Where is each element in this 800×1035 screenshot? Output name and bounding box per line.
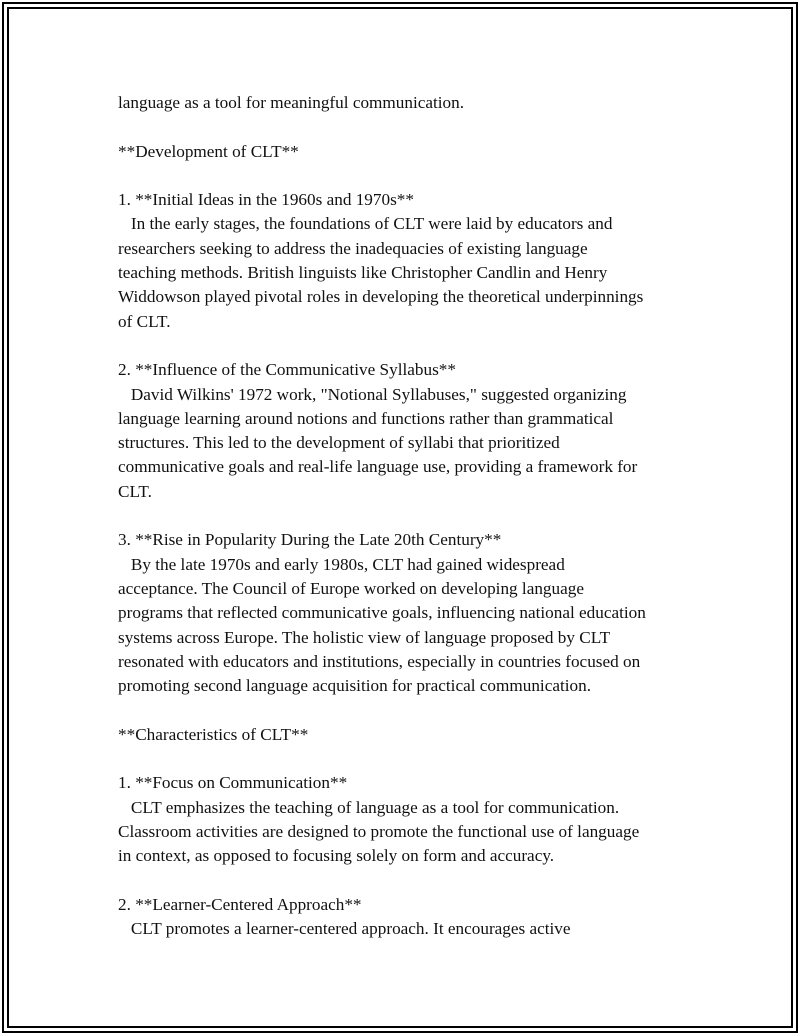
text-line: structures. This led to the development of syllabi that prioritized: [118, 433, 560, 453]
text-line: language as a tool for meaningful communication.: [118, 93, 465, 112]
text-line: language learning around notions and functions rather than grammatical: [118, 408, 614, 428]
text-line: in context, as opposed to focusing solely on form and accuracy.: [118, 846, 555, 866]
text-line: researchers seeking to address the inadequacies of existing language: [118, 238, 588, 258]
blank-line: [118, 698, 718, 722]
blank-line: [118, 334, 718, 358]
list-item-heading: 3. **Rise in Popularity During the Late 20th Century**: [118, 530, 502, 550]
list-item-heading: 1. **Initial Ideas in the 1960s and 1970s**: [118, 190, 414, 210]
text-line: acceptance. The Council of Europe worked on developing language: [118, 578, 584, 598]
list-item-heading: 2. **Learner-Centered Approach**: [118, 894, 362, 914]
text-line: Widdowson played pivotal roles in developing the theoretical underpinnings: [118, 287, 644, 307]
text-line: CLT.: [118, 481, 152, 501]
document-body: [118, 91, 718, 941]
list-item-heading: 1. **Focus on Communication**: [118, 773, 348, 793]
blank-line: [118, 869, 718, 893]
blank-line: [118, 164, 718, 188]
text-line: CLT promotes a learner-centered approach. It encourages active: [118, 919, 571, 939]
text-line: By the late 1970s and early 1980s, CLT had gained widespread: [118, 554, 565, 574]
list-item-heading: 2. **Influence of the Communicative Syllabus**: [118, 360, 456, 380]
text-line: programs that reflected communicative goals, influencing national education: [118, 603, 646, 623]
text-line: communicative goals and real-life language use, providing a framework for: [118, 457, 638, 477]
blank-line: [118, 115, 718, 139]
text-line: In the early stages, the foundations of CLT were laid by educators and: [118, 214, 613, 234]
text-line: promoting second language acquisition for practical communication.: [118, 676, 591, 696]
blank-line: [118, 504, 718, 528]
section-heading-characteristics: **Characteristics of CLT**: [118, 724, 309, 744]
text-line: CLT emphasizes the teaching of language as a tool for communication.: [118, 797, 620, 817]
text-line: David Wilkins' 1972 work, "Notional Syllabuses," suggested organizing: [118, 384, 627, 404]
blank-line: [118, 747, 718, 771]
text-line: Classroom activities are designed to promote the functional use of language: [118, 821, 640, 841]
text-line: resonated with educators and institutions, especially in countries focused on: [118, 651, 641, 671]
text-line: of CLT.: [118, 311, 171, 331]
text-line: teaching methods. British linguists like Christopher Candlin and Henry: [118, 263, 608, 283]
section-heading-development: **Development of CLT**: [118, 141, 299, 161]
text-line: systems across Europe. The holistic view of language proposed by CLT: [118, 627, 611, 647]
